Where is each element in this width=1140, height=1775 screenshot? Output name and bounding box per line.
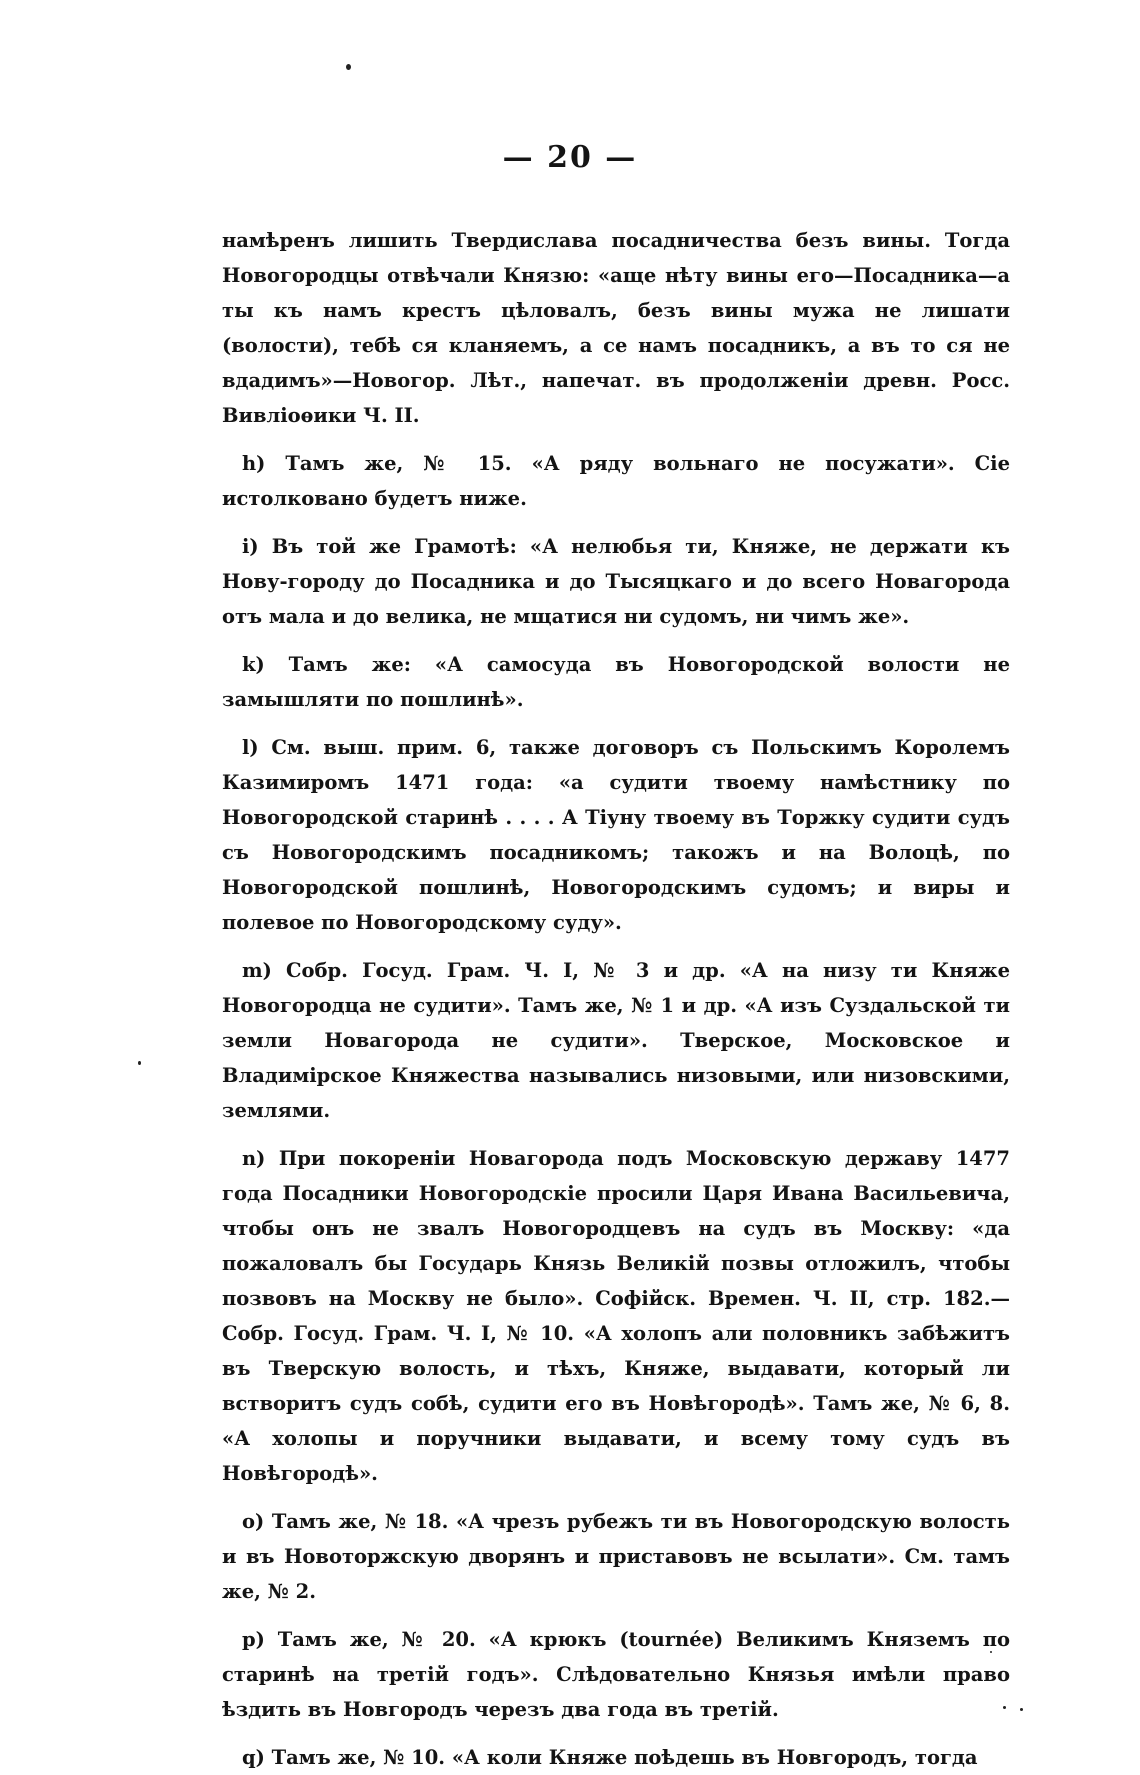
page-number: — 20 — [502, 140, 638, 175]
note-paragraph-continuation: намѣренъ лишить Твердислава посадничества безъ вины. Тогда Новогородцы отвѣчали Князю: «аще нѣту вины его—Посадника—а ты къ намъ крестъ цѣловалъ, безъ вины мужа не лишати (волости), тебѣ ся кланяемъ, а се намъ посадникъ, а въ то ся не вдадимъ»—Новогор. Лѣт., напечат. въ продолженіи древн. Росс. Вивліоѳики Ч. II. [222, 229, 1010, 427]
note-paragraph-h: h) Тамъ же, № 15. «А ряду вольнаго не посужати». Сіе истолковано будетъ ниже. [222, 452, 1010, 510]
ink-speck [138, 1061, 141, 1065]
footnotes-text [222, 223, 1010, 1775]
note-paragraph-i: i) Въ той же Грамотѣ: «А нелюбья ти, Княже, не держати къ Нову-городу до Посадника и до Тысяцкаго и до всего Новагорода отъ мала и до велика, не мщатися ни судомъ, ни чимъ же». [222, 535, 1010, 628]
note-paragraph-m: m) Собр. Госуд. Грам. Ч. I, № 3 и др. «А на низу ти Княже Новогородца не судити». Тамъ же, № 1 и др. «А изъ Суздальской ти земли Новагорода не судити». Тверское, Московское и Владимірское Княжества назывались низовыми, или низовскими, землями. [222, 959, 1010, 1122]
note-paragraph-o: o) Тамъ же, № 18. «А чрезъ рубежъ ти въ Новогородскую волость и въ Новоторжскую дворянъ и приставовъ не всылати». См. тамъ же, № 2. [222, 1510, 1010, 1603]
note-paragraph-l: l) См. выш. прим. 6, также договоръ съ Польскимъ Королемъ Казимиромъ 1471 года: «а судити твоему намѣстнику по Новогородской старинѣ . . . . А Тіуну твоему въ Торжку судити судъ съ Новогородскимъ посадникомъ; такожъ и на Волоцѣ, по Новогородской пошлинѣ, Новогородскимъ судомъ; и виры и полевое по Новогородскому суду». [222, 736, 1010, 934]
ink-speck [1020, 1708, 1023, 1711]
ink-speck [346, 64, 351, 70]
note-paragraph-n: n) При покореніи Новагорода подъ Московскую державу 1477 года Посадники Новогородскіе просили Царя Ивана Васильевича, чтобы онъ не звалъ Новогородцевъ на судъ въ Москву: «да пожаловалъ бы Государь Князь Великій позвы отложилъ, чтобы позвовъ на Москву не было». Софійск. Времен. Ч. II, стр. 182.—Собр. Госуд. Грам. Ч. I, № 10. «А холопъ али половникъ забѣжитъ въ Тверскую волость, и тѣхъ, Княже, выдавати, который ли встворитъ судъ собѣ, судити его въ Новѣгородѣ». Тамъ же, № 6, 8. «А холопы и поручники выдавати, и всему тому судъ въ Новѣгородѣ». [222, 1147, 1010, 1485]
note-paragraph-p: p) Тамъ же, № 20. «А крюкъ (tournée) Великимъ Княземъ по старинѣ на третій годъ». Слѣдовательно Князья имѣли право ѣздить въ Новгородъ черезъ два года въ третій. [222, 1628, 1010, 1721]
note-paragraph-q: q) Тамъ же, № 10. «А коли Княже поѣдешь въ Новгородъ, тогда [242, 1746, 978, 1769]
note-paragraph-k: k) Тамъ же: «А самосуда въ Новогородской волости не замышляти по пошлинѣ». [222, 653, 1010, 711]
